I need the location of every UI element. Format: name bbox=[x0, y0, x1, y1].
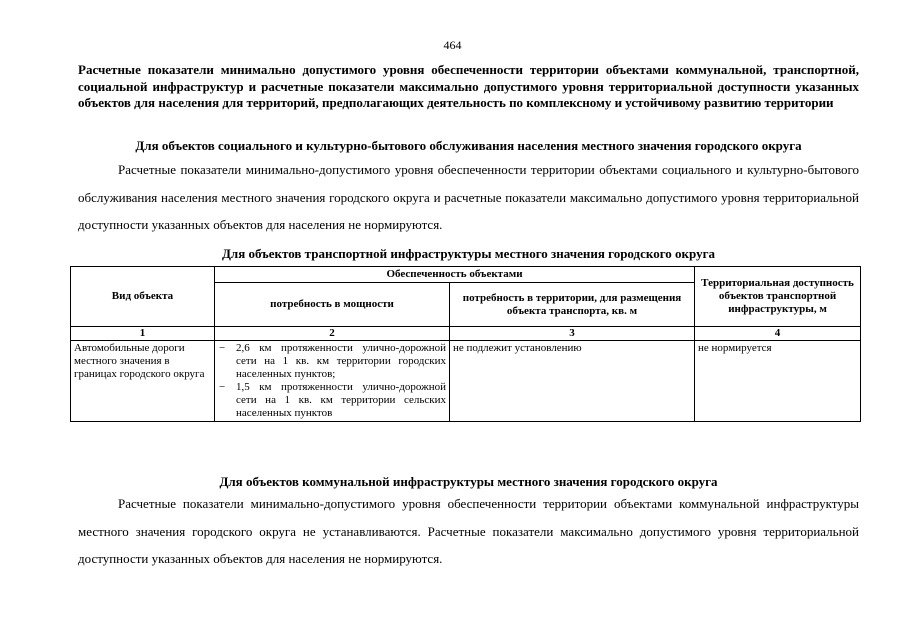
cell-territory: не подлежит установлению bbox=[450, 341, 695, 422]
cell-object: Автомобильные дороги местного значения в границах городского округа bbox=[71, 341, 215, 422]
header-territory: потребность в территории, для размещения объекта транспорта, кв. м bbox=[450, 283, 695, 327]
header-capacity: потребность в мощности bbox=[215, 283, 450, 327]
header-object-type: Вид объекта bbox=[71, 267, 215, 327]
social-section-text: Расчетные показатели минимально-допустимого уровня обеспеченности территории объектами социального и культурно-бытового обслуживания населения местного значения городского округа и расчетные показатели максимально допустимого уровня территориальной доступности указанных объектов для населения не нормируются. bbox=[78, 162, 859, 232]
list-item: − 1,5 км протяженности улично-дорожной сети на 1 кв. км территории сельских населенных пунктов bbox=[218, 381, 446, 420]
transport-section-heading: Для объектов транспортной инфраструктуры местного значения городского округа bbox=[221, 246, 715, 261]
column-number: 4 bbox=[695, 327, 861, 341]
column-number: 1 bbox=[71, 327, 215, 341]
transport-table bbox=[70, 266, 861, 422]
communal-section-heading: Для объектов коммунальной инфраструктуры местного значения городского округа bbox=[219, 474, 718, 489]
document-title: Расчетные показатели минимально допустимого уровня обеспеченности территории объектами коммунальной, транспортной, социальной инфраструктур и расчетные показатели максимально допустимого уровня территориальной доступности указанных объектов для населения для территорий, предполагающих деятельность по комплексному и устойчивому развитию территории bbox=[78, 62, 859, 111]
capacity-list bbox=[218, 342, 446, 420]
cell-capacity bbox=[215, 341, 450, 422]
communal-section-text: Расчетные показатели минимально-допустимого уровня обеспеченности территории объектами коммунальной инфраструктуры местного значения городского округа не устанавливаются. Расчетные показатели максимально допустимого уровня территориальной доступности указанных объектов для населения не нормируются. bbox=[78, 496, 859, 566]
header-accessibility: Территориальная доступность объектов транспортной инфраструктуры, м bbox=[695, 267, 861, 327]
social-section-heading: Для объектов социального и культурно-бытового обслуживания населения местного значения городского округа bbox=[135, 138, 802, 153]
cell-accessibility: не нормируется bbox=[695, 341, 861, 422]
column-number: 2 bbox=[215, 327, 450, 341]
table-row bbox=[71, 341, 861, 422]
column-number: 3 bbox=[450, 327, 695, 341]
header-provision-group: Обеспеченность объектами bbox=[215, 267, 695, 283]
list-item: − 2,6 км протяженности улично-дорожной сети на 1 кв. км территории городских населенных пунктов; bbox=[218, 342, 446, 381]
column-number-row bbox=[71, 327, 861, 341]
page-number: 464 bbox=[443, 38, 462, 52]
